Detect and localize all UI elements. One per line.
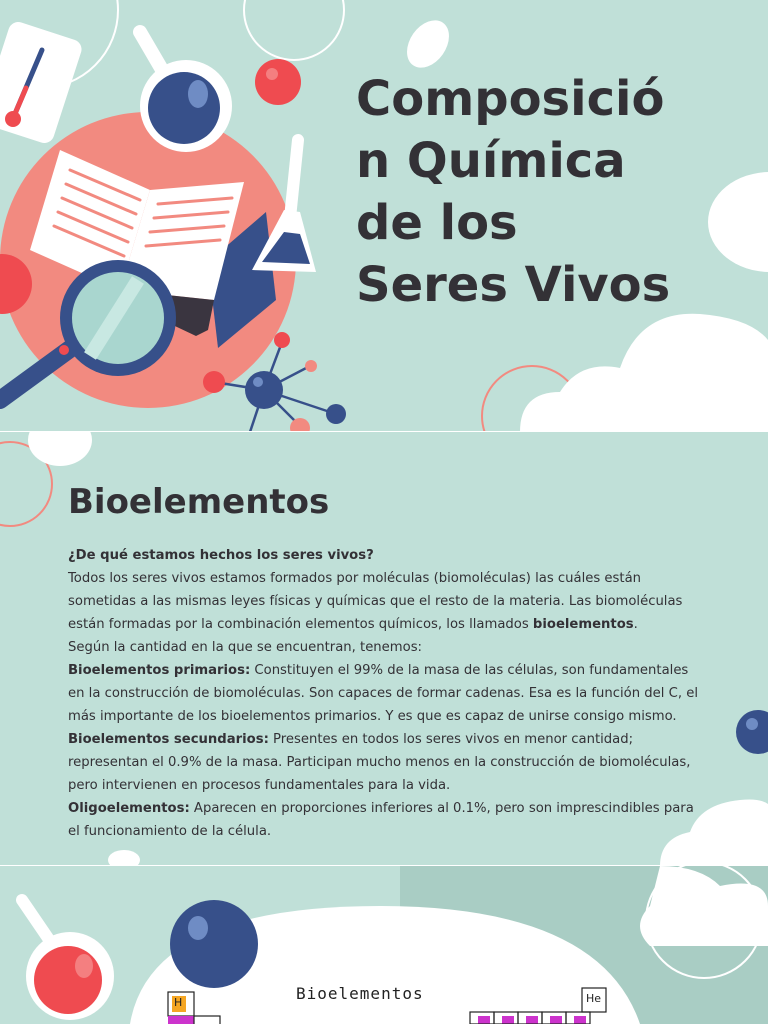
body-text <box>68 544 704 843</box>
presentation-title <box>356 68 716 316</box>
lead-text: Según la cantidad en la que se encuentran, tenemos: <box>68 640 423 655</box>
periodic-slide <box>0 866 768 1024</box>
question-text: ¿De qué estamos hechos los seres vivos? <box>68 548 374 563</box>
title-line: n Química <box>356 133 626 189</box>
title-line: Composició <box>356 71 665 127</box>
element-he: He <box>586 992 602 1005</box>
content-slide <box>0 432 768 866</box>
highlight-term: bioelementos <box>532 617 634 632</box>
title-slide <box>0 0 768 432</box>
primary-paragraph: Bioelementos primarios: Constituyen el 99% de la masa de las células, son fundamentales en la construcción de biomoléculas. Son capaces de formar cadenas. Esa es la función del C, el más importante de los bioelementos primarios. Y es que es capaz de unirse consigo mismo. <box>68 663 698 724</box>
secondary-paragraph: Bioelementos secundarios: Presentes en todos los seres vivos en menor cantidad; representan el 0.9% de la masa. Participan mucho menos en la construcción de biomoléculas, pero intervienen en procesos fundamentales para la vida. <box>68 732 691 793</box>
handwritten-title: Bioelementos <box>296 984 424 1003</box>
oligo-paragraph: Oligoelementos: Aparecen en proporciones inferiores al 0.1%, pero son imprescindibles para el funcionamiento de la célula. <box>68 801 694 839</box>
section-heading: Bioelementos <box>68 482 330 522</box>
element-h: H <box>174 996 183 1009</box>
title-line: Seres Vivos <box>356 257 671 313</box>
title-line: de los <box>356 195 518 251</box>
intro-paragraph: Todos los seres vivos estamos formados por moléculas (biomoléculas) las cuáles están sometidas a las mismas leyes físicas y químicas que el resto de la materia. Las biomoléculas están formadas por la combinación elementos químicos, los llamados bioelementos. <box>68 571 683 632</box>
